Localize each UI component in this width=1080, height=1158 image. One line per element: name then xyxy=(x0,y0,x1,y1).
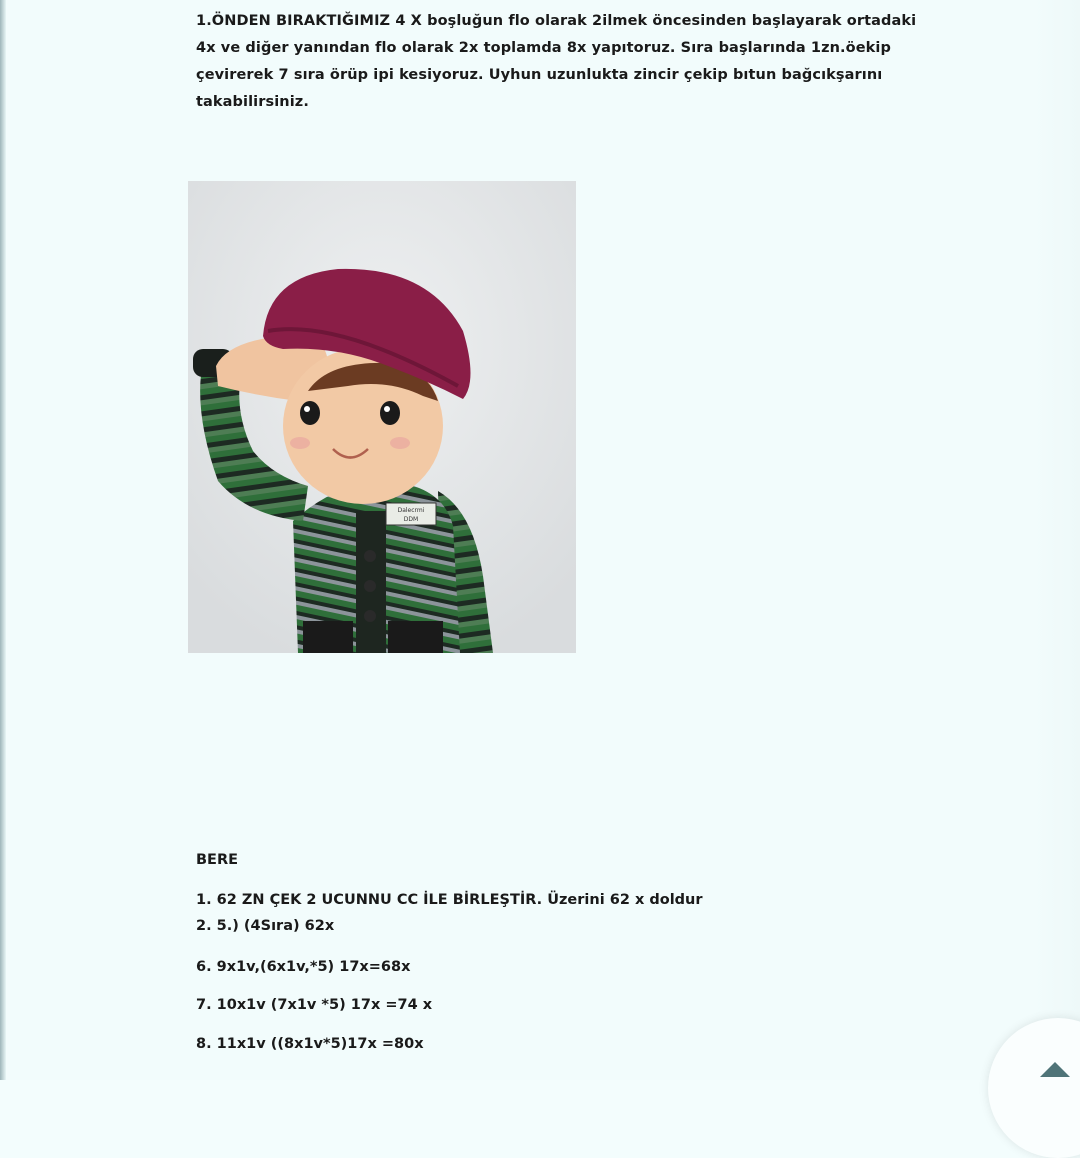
badge-line-2: DDM xyxy=(403,516,419,523)
intro-line: çevirerek 7 sıra örüp ipi kesiyoruz. Uyhun uzunlukta zincir çekip bıtun bağcıkşarını xyxy=(196,67,883,83)
pattern-step: 1. 62 ZN ÇEK 2 UCUNNU CC İLE BİRLEŞTİR. Üzerini 62 x doldur xyxy=(196,892,703,908)
amigurumi-soldier-photo xyxy=(188,181,576,653)
badge-line-1: Dalecrmi xyxy=(397,507,425,514)
intro-line: 1.ÖNDEN BIRAKTIĞIMIZ 4 X boşluğun flo olarak 2ilmek öncesinden başlayarak ortadaki xyxy=(196,13,917,29)
pattern-step: 6. 9x1v,(6x1v,*5) 17x=68x xyxy=(196,959,411,975)
intro-paragraph xyxy=(196,8,936,116)
intro-line: 4x ve diğer yanından flo olarak 2x toplamda 8x yapıtoruz. Sıra başlarında 1zn.öekip xyxy=(196,40,891,56)
pattern-step: 2. 5.) (4Sıra) 62x xyxy=(196,918,335,934)
page-margin-right xyxy=(1030,0,1080,1080)
pattern-step: 7. 10x1v (7x1v *5) 17x =74 x xyxy=(196,997,433,1013)
intro-line: takabilirsiniz. xyxy=(196,94,309,110)
chevron-up-icon[interactable] xyxy=(1040,1062,1070,1077)
pattern-step: 8. 11x1v ((8x1v*5)17x =80x xyxy=(196,1036,424,1052)
section-heading-bere: BERE xyxy=(196,852,239,868)
